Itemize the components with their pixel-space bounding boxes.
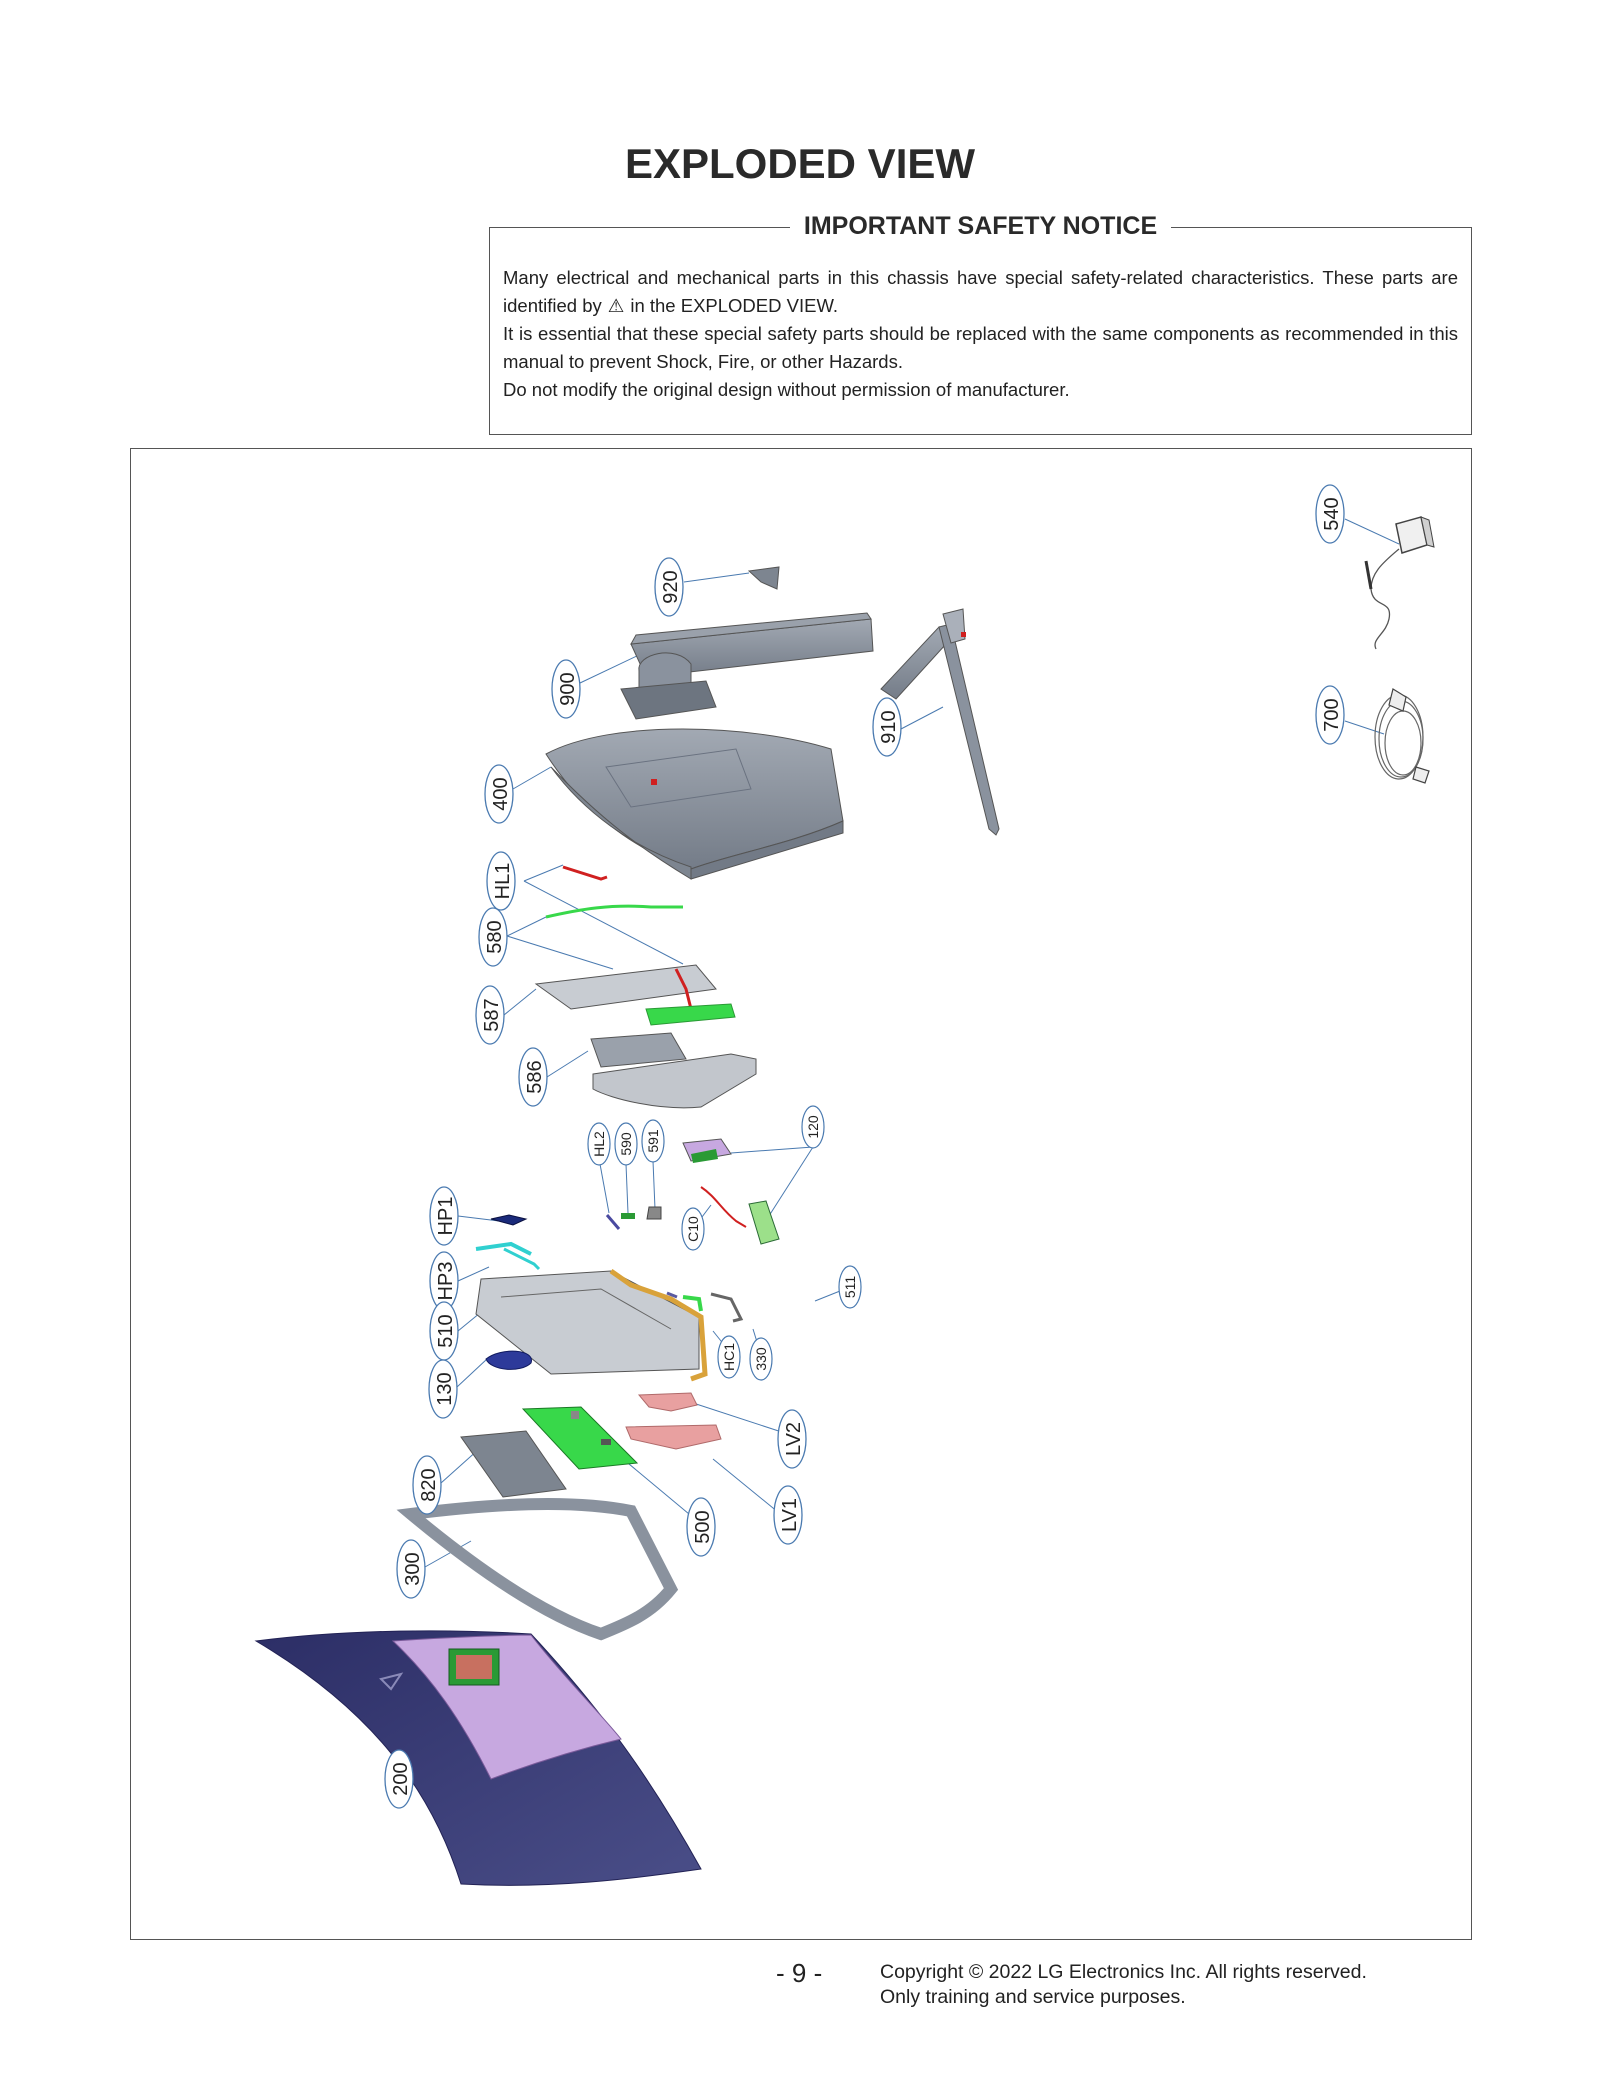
svg-text:591: 591 bbox=[645, 1129, 661, 1153]
svg-text:910: 910 bbox=[878, 710, 900, 744]
callout-580 bbox=[479, 908, 507, 966]
cable-hp3-art bbox=[476, 1244, 531, 1254]
page-title: EXPLODED VIEW bbox=[624, 140, 976, 187]
svg-text:511: 511 bbox=[842, 1275, 858, 1299]
callout-hl1 bbox=[487, 852, 515, 910]
safety-notice-box bbox=[489, 212, 1472, 435]
part-591-art bbox=[647, 1207, 661, 1219]
board-580-art bbox=[546, 906, 683, 917]
part-590-art bbox=[621, 1213, 635, 1219]
callout-700 bbox=[1316, 686, 1344, 744]
svg-text:580: 580 bbox=[484, 920, 506, 954]
svg-text:120: 120 bbox=[805, 1115, 821, 1139]
copyright-footer bbox=[880, 1960, 1367, 2010]
power-cord-art bbox=[1375, 689, 1429, 783]
stand-arm-900-art bbox=[621, 613, 873, 719]
svg-text:700: 700 bbox=[1321, 698, 1343, 732]
page-number: - 9 - bbox=[776, 1958, 823, 1988]
safety-notice-body bbox=[503, 264, 1458, 404]
callout-500 bbox=[687, 1498, 715, 1556]
callout-hc1 bbox=[718, 1336, 740, 1378]
speaker-586-art bbox=[591, 1033, 756, 1108]
svg-text:HL1: HL1 bbox=[492, 862, 514, 900]
svg-text:540: 540 bbox=[1321, 497, 1343, 531]
callout-lv2 bbox=[778, 1410, 806, 1468]
svg-text:820: 820 bbox=[418, 1468, 440, 1502]
callout-lv1 bbox=[774, 1486, 802, 1544]
callouts bbox=[385, 485, 1344, 1808]
callout-510 bbox=[430, 1302, 458, 1360]
svg-text:LV2: LV2 bbox=[783, 1421, 805, 1457]
svg-text:586: 586 bbox=[524, 1060, 546, 1094]
middle-frame-300-art bbox=[411, 1504, 671, 1634]
copyright-line: Copyright © 2022 LG Electronics Inc. All rights reserved. bbox=[880, 1961, 1367, 1983]
cable-hp1-art bbox=[491, 1215, 526, 1225]
callout-200 bbox=[385, 1750, 413, 1808]
callout-hl2 bbox=[588, 1123, 610, 1165]
warning-triangle-icon: ⚠ bbox=[607, 295, 625, 316]
notice-line-3: Do not modify the original design without permission of manufacturer. bbox=[503, 379, 1070, 400]
copyright-note: Only training and service purposes. bbox=[880, 1986, 1186, 2008]
cable-hl2-art bbox=[607, 1215, 619, 1229]
callout-511 bbox=[839, 1266, 861, 1308]
callout-900 bbox=[552, 660, 580, 718]
callout-400 bbox=[485, 765, 513, 823]
cable-c10-art bbox=[701, 1187, 746, 1227]
svg-text:590: 590 bbox=[618, 1132, 634, 1156]
callout-820 bbox=[413, 1456, 441, 1514]
svg-text:900: 900 bbox=[557, 672, 579, 706]
svg-text:200: 200 bbox=[390, 1762, 412, 1796]
callout-590 bbox=[615, 1123, 637, 1165]
callout-586 bbox=[519, 1048, 547, 1106]
svg-text:HP1: HP1 bbox=[435, 1196, 457, 1236]
cap-920-art bbox=[749, 567, 779, 589]
callout-910 bbox=[873, 698, 901, 756]
svg-text:C10: C10 bbox=[685, 1216, 701, 1242]
svg-text:130: 130 bbox=[434, 1372, 456, 1406]
notice-line-1: Many electrical and mechanical parts in this chassis have special safety-related characteristics. These parts are identified by ⚠ in the EXPLODED VIEW. bbox=[503, 264, 1458, 320]
callout-hp3 bbox=[430, 1252, 458, 1310]
notice-line-2: It is essential that these special safety parts should be replaced with the same components as recommended in this manual to prevent Shock, Fire, or other Hazards. bbox=[503, 323, 1458, 372]
cable-lv2-art bbox=[639, 1393, 697, 1411]
svg-text:HP3: HP3 bbox=[435, 1261, 457, 1301]
part-511-art bbox=[711, 1294, 741, 1321]
svg-text:587: 587 bbox=[481, 998, 503, 1032]
display-panel-200-art bbox=[256, 1631, 701, 1885]
cable-lv1-art bbox=[626, 1425, 721, 1449]
callout-540 bbox=[1316, 485, 1344, 543]
svg-text:510: 510 bbox=[435, 1314, 457, 1348]
svg-text:LV1: LV1 bbox=[779, 1497, 801, 1533]
callout-330 bbox=[750, 1338, 772, 1380]
svg-text:920: 920 bbox=[660, 570, 682, 604]
shield-820-art bbox=[461, 1431, 566, 1497]
callout-c10 bbox=[682, 1208, 704, 1250]
bracket-587-art bbox=[536, 965, 735, 1025]
exploded-view-diagram bbox=[130, 448, 1472, 1940]
back-cover-400-art bbox=[546, 729, 843, 879]
callout-130 bbox=[429, 1360, 457, 1418]
callout-587 bbox=[476, 986, 504, 1044]
callout-hp1 bbox=[430, 1187, 458, 1245]
callout-920 bbox=[655, 558, 683, 616]
svg-text:HL2: HL2 bbox=[591, 1131, 607, 1157]
power-adapter-art bbox=[1366, 517, 1434, 649]
svg-text:330: 330 bbox=[753, 1347, 769, 1371]
callout-300 bbox=[397, 1540, 425, 1598]
callout-120 bbox=[802, 1106, 824, 1148]
cable-130-art bbox=[486, 1351, 531, 1369]
callout-591 bbox=[642, 1120, 664, 1162]
svg-text:500: 500 bbox=[692, 1510, 714, 1544]
svg-text:400: 400 bbox=[490, 777, 512, 811]
safety-notice-title: IMPORTANT SAFETY NOTICE bbox=[790, 212, 1171, 240]
svg-text:300: 300 bbox=[402, 1552, 424, 1586]
cable-hl1-art bbox=[563, 867, 607, 879]
svg-text:HC1: HC1 bbox=[721, 1342, 737, 1372]
